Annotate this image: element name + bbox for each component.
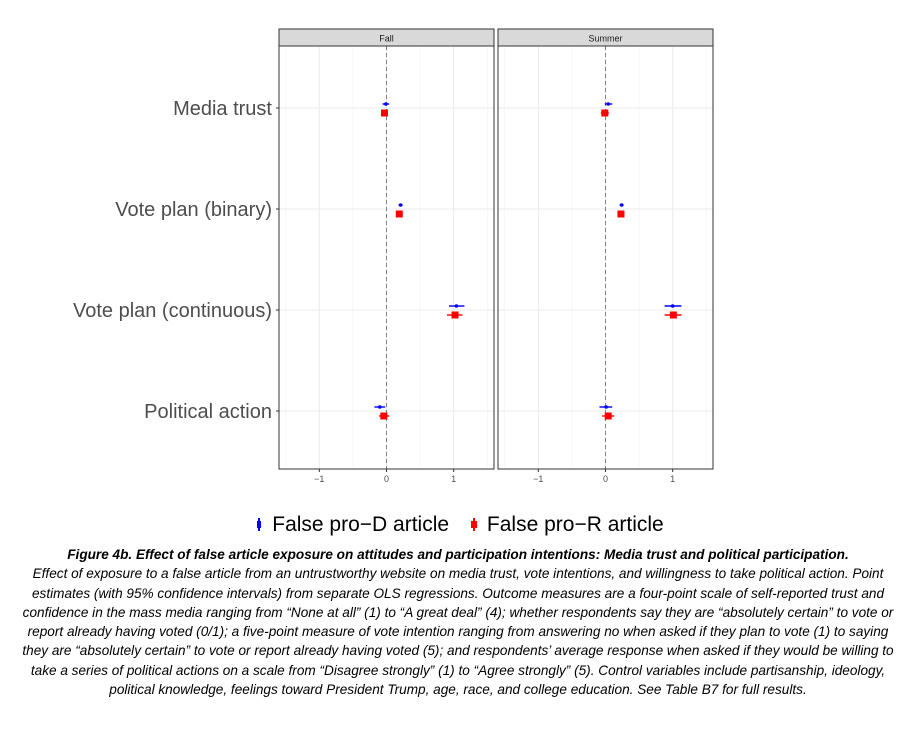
y-tick-label-media-trust: Media trust	[173, 98, 272, 120]
estimate-point-false-pro-d-article-summer	[620, 203, 624, 207]
caption-title: Figure 4b. Effect of false article exposure on attitudes and participation intentions: Media trust and political participation.	[67, 547, 849, 562]
legend-label-pro-d: False pro−D article	[272, 513, 450, 536]
estimate-point-false-pro-r-article-fall	[381, 110, 388, 117]
estimate-point-false-pro-r-article-summer	[617, 211, 624, 218]
estimate-point-false-pro-d-article-fall	[378, 405, 382, 409]
x-tick-label-fall: 0	[383, 474, 390, 484]
estimate-point-false-pro-d-article-fall	[384, 102, 388, 106]
legend	[0, 513, 916, 537]
estimate-point-false-pro-r-article-summer	[601, 110, 608, 117]
estimate-point-false-pro-r-article-summer	[670, 312, 677, 319]
y-tick-label-vote-plan-continuous: Vote plan (continuous)	[72, 300, 272, 322]
legend-key-pro-r	[467, 515, 481, 533]
facet-label-fall: Fall	[379, 33, 394, 44]
figure-caption	[20, 545, 896, 699]
legend-key-pro-d	[252, 515, 266, 533]
x-tick-label-fall: 1	[451, 474, 457, 484]
estimate-point-false-pro-r-article-fall	[452, 312, 459, 319]
estimate-point-false-pro-d-article-summer	[671, 304, 675, 308]
legend-item-pro-r	[467, 513, 664, 537]
estimate-point-false-pro-r-article-fall	[380, 413, 387, 420]
estimate-point-false-pro-d-article-fall	[399, 203, 403, 207]
facet-label-summer: Summer	[588, 33, 623, 44]
caption-body: Effect of exposure to a false article from an untrustworthy website on media trust, vote intentions, and willingness to take political action. Point estimates (with 95% confidence intervals) from separate OLS regressions. Outcome measures are a four-point scale of self-reported trust and confidence in the mass media ranging from “None at all” (1) to “A great deal” (4); whether respondents say they are “absolutely certain” to vote or report already having voted (0/1); a five-point measure of vote intention ranging from answering no when asked if they plan to vote (1) to saying they are “absolutely certain” to vote or report already having voted (5); and respondents’ average response when asked if they would be willing to take a series of political actions on a scale from “Disagree strongly” (1) to “Agree strongly” (5). Control variables include partisanship, ideology, political knowledge, feelings toward President Trump, age, race, and college education. See Table B7 for full results.	[22, 566, 894, 698]
x-tick-label-fall: −1	[314, 474, 325, 484]
estimate-point-false-pro-d-article-summer	[606, 102, 610, 106]
y-tick-label-vote-plan-binary: Vote plan (binary)	[115, 199, 272, 221]
legend-label-pro-r: False pro−R article	[486, 513, 664, 536]
estimate-point-false-pro-r-article-summer	[605, 413, 612, 420]
x-tick-label-summer: −1	[533, 474, 544, 484]
legend-item-pro-d	[252, 513, 449, 537]
y-tick-label-political-action: Political action	[144, 401, 272, 423]
estimate-point-false-pro-d-article-summer	[604, 405, 608, 409]
x-tick-label-summer: 1	[670, 474, 676, 484]
estimate-point-false-pro-r-article-fall	[396, 211, 403, 218]
x-tick-label-summer: 0	[602, 474, 609, 484]
estimate-point-false-pro-d-article-fall	[455, 304, 459, 308]
